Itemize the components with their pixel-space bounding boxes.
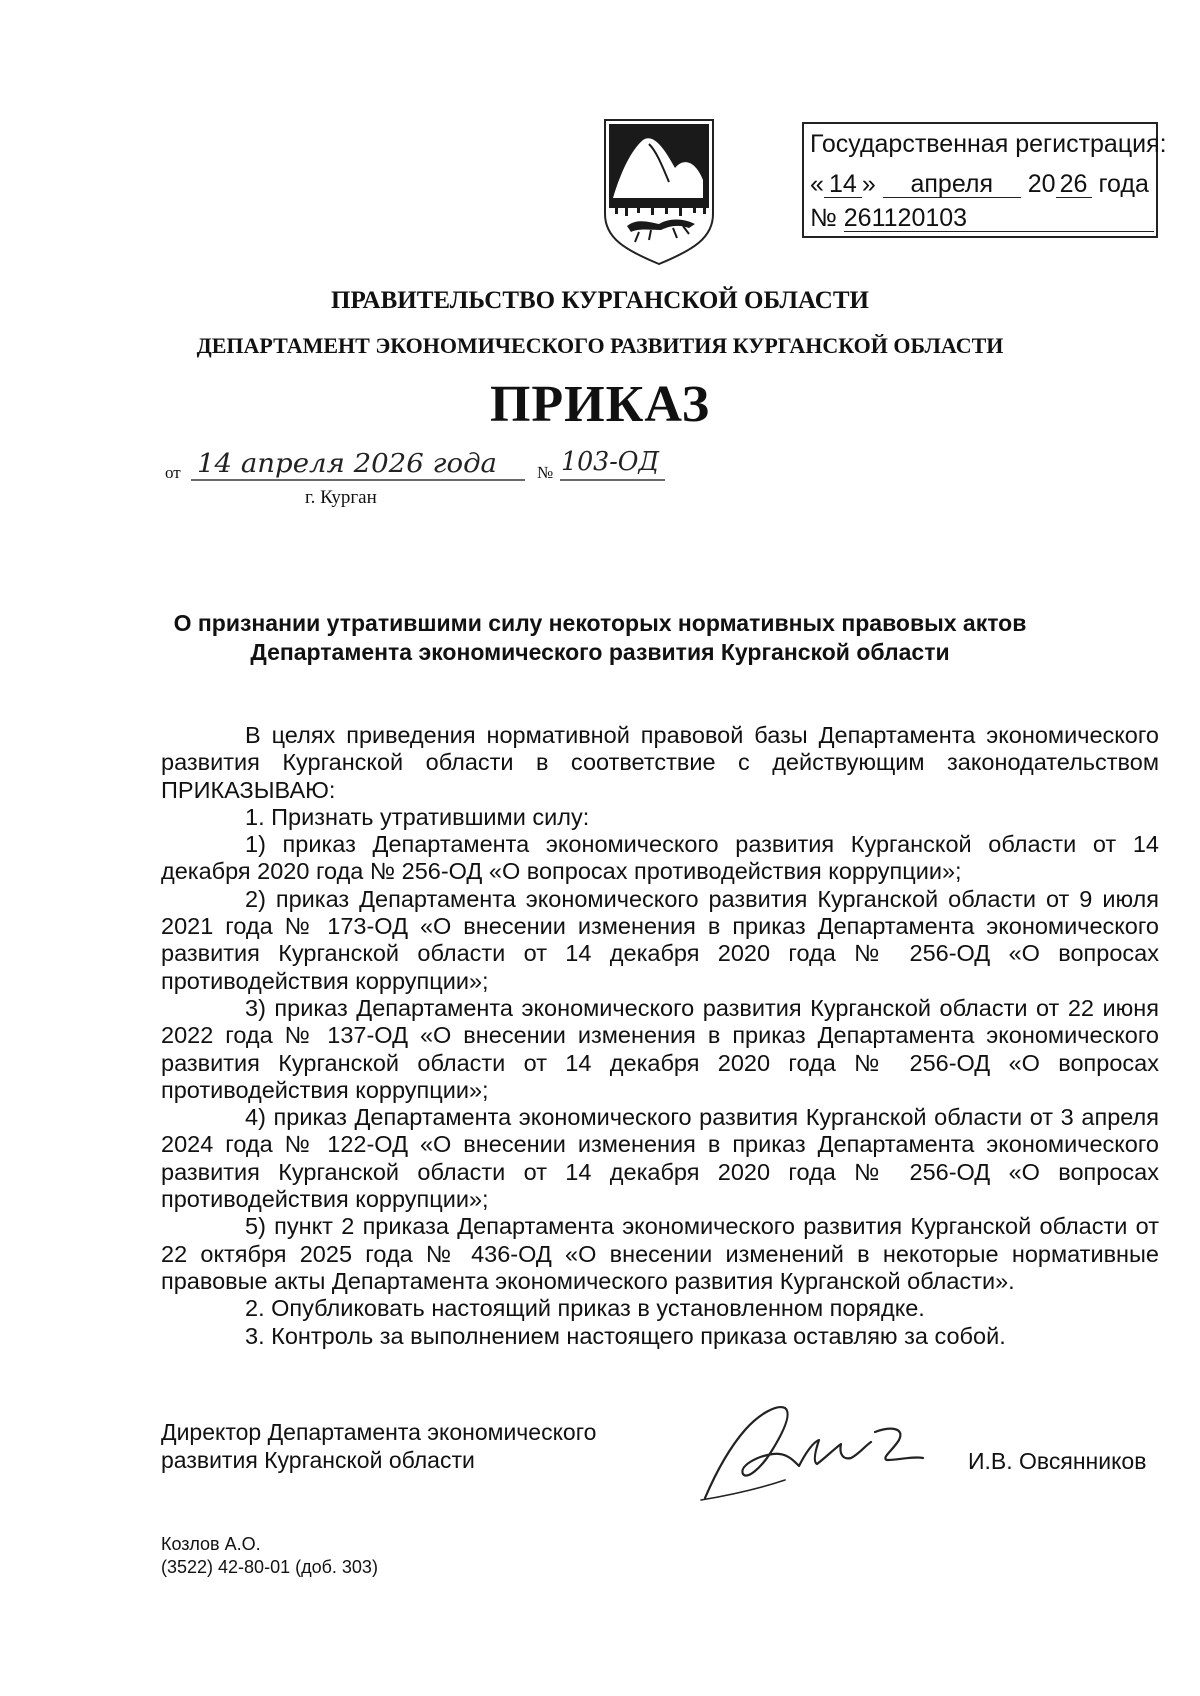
- item-1: 1. Признать утратившими силу:: [245, 803, 590, 830]
- registration-stamp: [802, 122, 1167, 238]
- signer-title: [161, 1418, 596, 1474]
- handwritten-number: 103-ОД: [561, 448, 660, 477]
- handwritten-signature: [695, 1400, 930, 1510]
- department-title: ДЕПАРТАМЕНТ ЭКОНОМИЧЕСКОГО РАЗВИТИЯ КУРГАНСКОЙ ОБЛАСТИ: [196, 333, 1004, 358]
- document-type-title: ПРИКАЗ: [489, 376, 711, 433]
- number-label: №: [537, 463, 554, 482]
- date-prefix: от: [165, 463, 181, 482]
- item-1-3: 3) приказ Департамента экономического развития Курганской области от 22 июня 2022 года № 137-ОД «О внесении изменения в приказ Департамента экономического развития Курганской области от 14 декабря 2020 года № 256-ОД «О вопросах противодействия коррупции»;: [161, 994, 1159, 1103]
- registration-date: « 14 » апреля 20 26 года: [810, 170, 1149, 198]
- registration-title: Государственная регистрация:: [810, 130, 1167, 158]
- item-1-5: 5) пункт 2 приказа Департамента экономического развития Курганской области от 22 октября 2025 года № 436-ОД «О внесении изменений в некоторые нормативные правовые акты Департамента экономического развития Курганской области».: [161, 1213, 1159, 1294]
- government-title: ПРАВИТЕЛЬСТВО КУРГАНСКОЙ ОБЛАСТИ: [331, 287, 869, 314]
- item-2: 2. Опубликовать настоящий приказ в установленном порядке.: [245, 1295, 925, 1322]
- registration-number: № 261120103: [810, 206, 1154, 232]
- order-subject-line2: Департамента экономического развития Курганской области: [250, 639, 950, 665]
- coat-of-arms-emblem: [603, 118, 715, 266]
- item-1-1: 1) приказ Департамента экономического развития Курганской области от 14 декабря 2020 года № 256-ОД «О вопросах противодействия коррупции»;: [161, 831, 1159, 885]
- order-subject: [0, 609, 1200, 667]
- city-label: г. Курган: [305, 487, 377, 508]
- handwritten-date: 14 апреля 2026 года: [197, 449, 497, 479]
- executor-phone: (3522) 42-80-01 (доб. 303): [161, 1557, 378, 1577]
- executor-info: [161, 1533, 378, 1579]
- signer-name: И.В. Овсянников: [968, 1448, 1147, 1474]
- preamble-paragraph: В целях приведения нормативной правовой базы Департамента экономического развития Курганской области в соответствие с действующим законодательством ПРИКАЗЫВАЮ:: [161, 722, 1159, 803]
- order-date-number-line: [165, 448, 685, 488]
- registration-number-value: 261120103: [844, 206, 1154, 232]
- item-3: 3. Контроль за выполнением настоящего приказа оставляю за собой.: [245, 1322, 1006, 1349]
- registration-month: апреля: [883, 172, 1021, 198]
- signer-title-line2: развития Курганской области: [161, 1447, 475, 1473]
- executor-name: Козлов А.О.: [161, 1534, 261, 1554]
- registration-year: 26: [1056, 172, 1092, 198]
- signer-title-line1: Директор Департамента экономического: [161, 1419, 597, 1445]
- order-body: [161, 722, 1159, 1350]
- order-subject-line1: О признании утратившими силу некоторых нормативных правовых актов: [173, 610, 1027, 636]
- registration-day: 14: [824, 172, 862, 198]
- item-1-2: 2) приказ Департамента экономического развития Курганской области от 9 июля 2021 года № 173-ОД «О внесении изменения в приказ Департамента экономического развития Курганской области от 14 декабря 2020 года № 256-ОД «О вопросах противодействия коррупции»;: [161, 885, 1159, 994]
- item-1-4: 4) приказ Департамента экономического развития Курганской области от 3 апреля 2024 года № 122-ОД «О внесении изменения в приказ Департамента экономического развития Курганской области от 14 декабря 2020 года № 256-ОД «О вопросах противодействия коррупции»;: [161, 1104, 1159, 1213]
